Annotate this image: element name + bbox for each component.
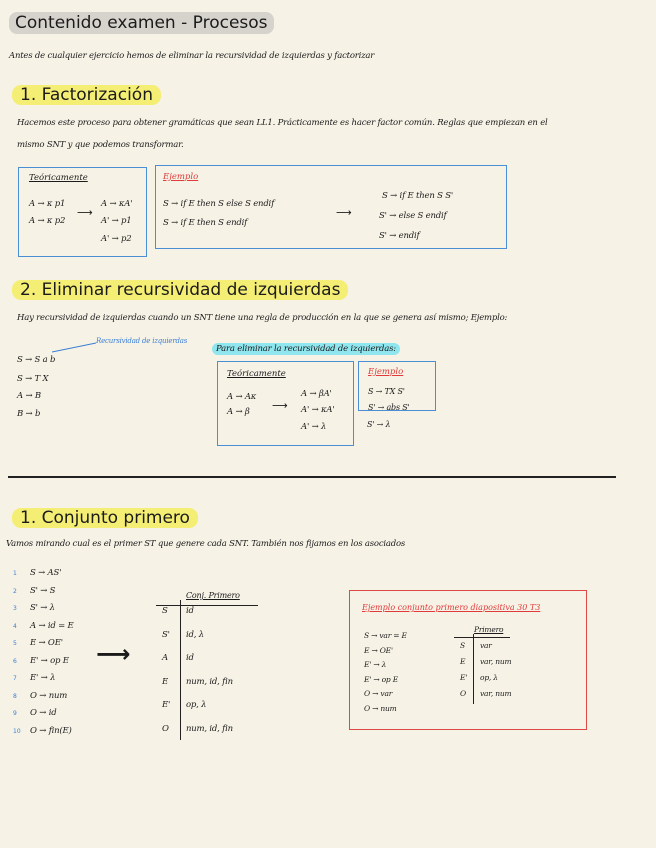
rule: A → id = E bbox=[30, 620, 74, 631]
rule: A' → p1 bbox=[101, 216, 132, 226]
rule: O → var bbox=[364, 689, 393, 698]
section-heading-conjunto-primero: 1. Conjunto primero bbox=[12, 508, 198, 528]
table-cell-symbol: S bbox=[162, 606, 168, 616]
table-cell-first: num, id, fin bbox=[186, 723, 233, 734]
table-cell-first: op, λ bbox=[186, 700, 207, 710]
box-title: Ejemplo bbox=[368, 367, 404, 377]
rule: S' → S bbox=[30, 585, 56, 596]
table-cell-first: id bbox=[186, 653, 194, 663]
rule-number: 5 bbox=[13, 640, 17, 647]
rule: E' → op E bbox=[364, 674, 398, 684]
rule-number: 9 bbox=[13, 710, 17, 717]
factorizacion-example-box bbox=[155, 165, 507, 249]
recursividad-theory-box bbox=[217, 361, 354, 446]
rule-number: 4 bbox=[13, 622, 17, 630]
rule: S' → else S endif bbox=[379, 211, 447, 221]
table-cell-symbol: O bbox=[162, 723, 169, 734]
table-header-rule bbox=[156, 605, 258, 606]
rule: A → Aκ bbox=[227, 392, 257, 402]
rule-number: 6 bbox=[13, 657, 17, 665]
rule: S' → λ bbox=[30, 603, 55, 613]
box-title: Teóricamente bbox=[29, 173, 88, 183]
arrow-icon: ⟶ bbox=[272, 399, 288, 412]
table-header: Primero bbox=[474, 625, 504, 634]
table-cell-first: var, num bbox=[480, 657, 512, 666]
rule: O → id bbox=[30, 708, 57, 718]
factorizacion-theory-box bbox=[18, 167, 147, 257]
rule: S' → λ bbox=[367, 420, 391, 429]
rule: E → OE' bbox=[30, 638, 63, 648]
table-cell-symbol: A bbox=[162, 653, 168, 663]
rule: A → β bbox=[227, 407, 250, 417]
factorizacion-text-line1: Hacemos este proceso para obtener gramáticas que sean LL1. Prácticamente es hacer factor común. Reglas que empiezan en el bbox=[17, 118, 548, 128]
rule: S' → endif bbox=[379, 231, 420, 241]
table-header: Conj. Primero bbox=[186, 591, 240, 600]
box-title: Ejemplo conjunto primero diapositiva 30 T3 bbox=[362, 603, 541, 612]
rule: S → S a b bbox=[17, 355, 56, 365]
rule: S → TX S' bbox=[368, 387, 405, 396]
recursividad-annotation: Recursividad de izquierdas bbox=[96, 337, 188, 345]
rule: A → κ p1 bbox=[29, 199, 66, 209]
table-divider bbox=[473, 634, 474, 704]
annotation-pointer bbox=[50, 340, 98, 354]
table-cell-first: var, num bbox=[480, 689, 512, 698]
recursividad-text: Hay recursividad de izquierdas cuando un SNT tiene una regla de producción en la que se genera así mismo; Ejemplo: bbox=[17, 313, 508, 323]
rule: E' → op E bbox=[30, 655, 69, 666]
rule-number: 2 bbox=[13, 587, 17, 595]
rule: O → fin(E) bbox=[30, 725, 72, 736]
table-cell-first: id bbox=[186, 606, 194, 616]
table-divider bbox=[180, 600, 181, 740]
rule-number: 7 bbox=[13, 675, 17, 682]
rule: A → B bbox=[17, 391, 41, 401]
section-heading-recursividad: 2. Eliminar recursividad de izquierdas bbox=[12, 280, 348, 300]
rule: S → if E then S else S endif bbox=[163, 199, 275, 209]
section-heading-factorizacion: 1. Factorización bbox=[12, 85, 161, 105]
rule: A → κA' bbox=[101, 199, 133, 209]
table-cell-first: num, id, fin bbox=[186, 676, 233, 687]
rule: O → num bbox=[30, 690, 68, 701]
recursividad-example-box bbox=[358, 361, 436, 411]
rule: S → AS' bbox=[30, 568, 62, 578]
intro-text: Antes de cualquier ejercicio hemos de eliminar la recursividad de izquierdas y factorizar bbox=[9, 51, 375, 61]
arrow-icon: ⟶ bbox=[77, 206, 93, 219]
arrow-icon: ⟶ bbox=[336, 206, 352, 219]
table-cell-first: var bbox=[480, 641, 492, 650]
rule-number: 10 bbox=[13, 727, 21, 735]
section-divider bbox=[8, 476, 616, 478]
rule-number: 1 bbox=[13, 570, 17, 577]
table-cell-symbol: E bbox=[162, 676, 169, 687]
rule: S → T X bbox=[17, 374, 49, 384]
rule: E' → λ bbox=[30, 673, 56, 683]
rule: O → num bbox=[364, 703, 397, 713]
rule: A → βA' bbox=[301, 389, 332, 399]
rule: A' → λ bbox=[301, 422, 327, 432]
rule: S → var = E bbox=[364, 631, 407, 640]
page-title: Contenido examen - Procesos bbox=[9, 12, 274, 34]
rule: E → OE' bbox=[364, 645, 393, 655]
rule: A' → p2 bbox=[101, 234, 132, 244]
table-cell-symbol: E' bbox=[162, 700, 171, 710]
rule-number: 3 bbox=[13, 605, 17, 612]
table-cell-first: id, λ bbox=[186, 629, 204, 640]
rule: S' → abs S' bbox=[368, 403, 410, 412]
rule: S → if E then S endif bbox=[163, 218, 248, 228]
box-title: Teóricamente bbox=[227, 369, 286, 379]
table-cell-first: op, λ bbox=[480, 673, 498, 682]
conjunto-text: Vamos mirando cual es el primer ST que genere cada SNT. También nos fijamos en los asociados bbox=[6, 539, 406, 549]
box-title: Ejemplo bbox=[163, 172, 199, 182]
rule: A' → κA' bbox=[301, 405, 335, 415]
rule: E' → λ bbox=[364, 660, 387, 669]
table-cell-symbol: O bbox=[460, 689, 466, 698]
table-cell-symbol: S bbox=[460, 641, 465, 650]
table-cell-symbol: E bbox=[460, 657, 466, 666]
rule-number: 8 bbox=[13, 692, 17, 700]
rule: B → b bbox=[17, 409, 41, 419]
table-header-rule bbox=[454, 637, 510, 638]
rule: A → κ p2 bbox=[29, 216, 66, 226]
table-cell-symbol: S' bbox=[162, 629, 170, 640]
arrow-icon: ⟶ bbox=[96, 640, 131, 668]
conjunto-example-box bbox=[349, 590, 587, 730]
rule: S → if E then S S' bbox=[382, 191, 454, 201]
table-cell-symbol: E' bbox=[460, 673, 468, 682]
recursividad-callout: Para eliminar la recursividad de izquierdas: bbox=[212, 343, 400, 355]
factorizacion-text-line2: mismo SNT y que podemos transformar. bbox=[17, 140, 184, 150]
